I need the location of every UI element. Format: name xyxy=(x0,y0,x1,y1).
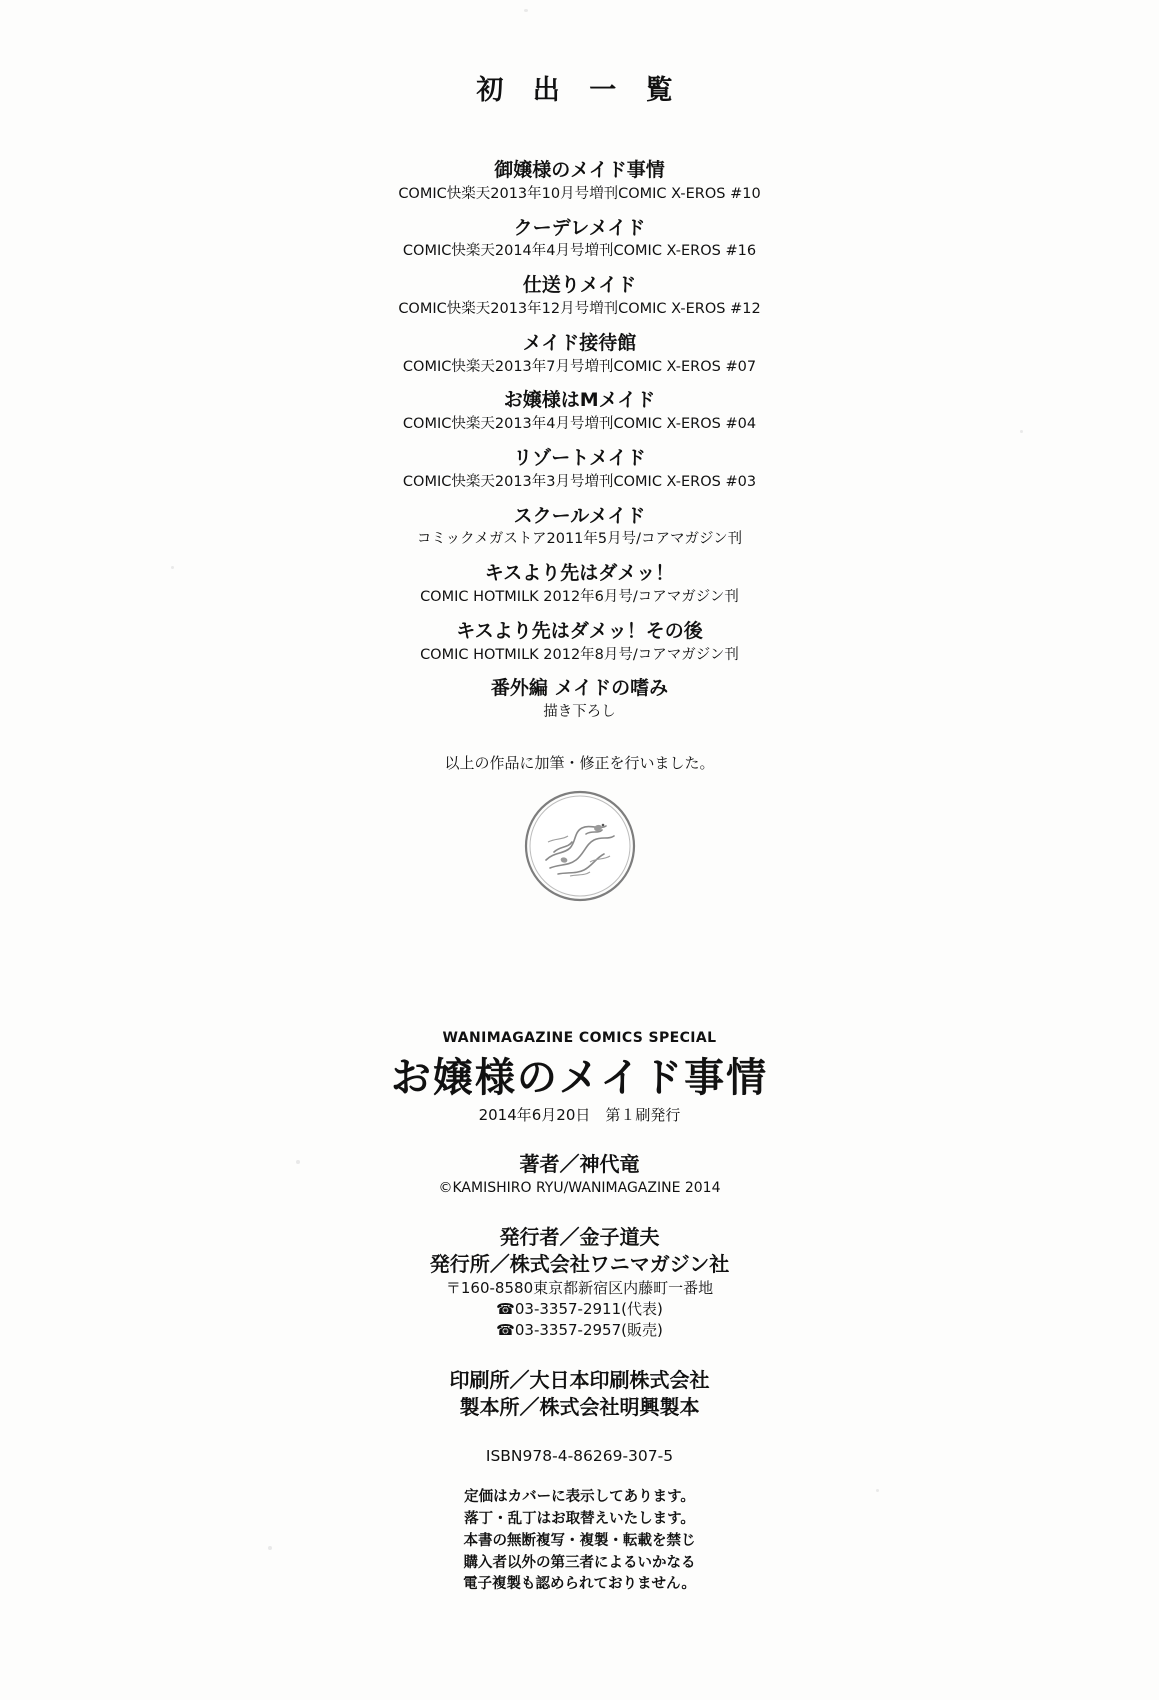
credit-source: COMIC快楽天2013年7月号増刊COMIC X-EROS #07 xyxy=(402,358,757,375)
credit-title: お嬢様はMメイド xyxy=(503,389,656,412)
publisher-seal-icon xyxy=(524,790,636,902)
publisher-address: 〒160-8580東京都新宿区内藤町一番地 xyxy=(445,1279,714,1298)
publisher-block xyxy=(0,1224,1159,1341)
publication-date: 2014年6月20日 第１刷発行 xyxy=(478,1106,681,1124)
production-block xyxy=(0,1367,1159,1421)
printer-line: 印刷所／大日本印刷株式会社 xyxy=(449,1368,710,1393)
credit-entry xyxy=(0,447,1159,492)
phone-main: ☎03-3357-2911(代表) xyxy=(496,1300,663,1319)
credit-title: キスより先はダメッ！ xyxy=(484,562,675,585)
legal-notice xyxy=(0,1487,1159,1596)
section-heading: 初 出 一 覧 xyxy=(476,75,683,106)
credit-title: 番外編 メイドの嗜み xyxy=(490,677,669,700)
credit-title: メイド接待館 xyxy=(522,331,637,354)
imprint-label: WANIMAGAZINE COMICS SPECIAL xyxy=(442,1030,717,1046)
credit-title: スクールメイド xyxy=(513,504,646,527)
credit-title: キスより先はダメッ！その後 xyxy=(456,619,703,642)
credit-entry xyxy=(0,677,1159,722)
credit-source: コミックメガストア2011年5月号/コアマガジン刊 xyxy=(416,531,743,548)
credit-source: COMIC快楽天2014年4月号増刊COMIC X-EROS #16 xyxy=(402,243,757,260)
publisher-person: 発行者／金子道夫 xyxy=(499,1225,660,1250)
credit-source: COMIC HOTMILK 2012年8月号/コアマガジン刊 xyxy=(420,646,739,663)
credit-entry xyxy=(0,562,1159,607)
credits-list xyxy=(0,159,1159,722)
credit-title: クーデレメイド xyxy=(513,216,646,239)
credit-entry xyxy=(0,505,1159,550)
legal-line: 定価はカバーに表示してあります。 xyxy=(464,1489,695,1506)
credit-source: 描き下ろし xyxy=(543,704,616,721)
author-line: 著者／神代竜 xyxy=(519,1152,640,1176)
credit-source: COMIC快楽天2013年10月号増刊COMIC X-EROS #10 xyxy=(398,185,761,202)
credit-title: 御嬢様のメイド事情 xyxy=(494,159,665,181)
legal-line: 購入者以外の第三者によるいかなる xyxy=(463,1554,696,1571)
credit-source: COMIC快楽天2013年3月号増刊COMIC X-EROS #03 xyxy=(402,473,757,490)
publisher-company: 発行所／株式会社ワニマガジン社 xyxy=(429,1252,730,1277)
credit-title: 仕送りメイド xyxy=(522,274,637,297)
legal-line: 本書の無断複写・複製・転載を禁じ xyxy=(463,1532,696,1549)
credit-source: COMIC HOTMILK 2012年6月号/コアマガジン刊 xyxy=(420,588,739,605)
first-appearance-section xyxy=(0,0,1159,773)
credit-source: COMIC快楽天2013年4月号増刊COMIC X-EROS #04 xyxy=(402,416,757,433)
credit-entry xyxy=(0,274,1159,319)
book-title: お嬢様のメイド事情 xyxy=(390,1055,769,1101)
credit-title: リゾートメイド xyxy=(513,446,646,469)
phone-sales: ☎03-3357-2957(販売) xyxy=(496,1321,663,1340)
author-block xyxy=(0,1151,1159,1198)
credit-entry xyxy=(0,159,1159,204)
binder-line: 製本所／株式会社明興製本 xyxy=(459,1395,700,1420)
isbn-number: ISBN978-4-86269-307-5 xyxy=(485,1447,674,1466)
credit-entry xyxy=(0,389,1159,434)
revision-note: 以上の作品に加筆・修正を行いました。 xyxy=(444,753,715,772)
colophon-block xyxy=(0,1030,1159,1596)
credit-entry xyxy=(0,217,1159,262)
legal-line: 電子複製も認められておりません。 xyxy=(463,1576,696,1593)
credit-entry xyxy=(0,332,1159,377)
legal-line: 落丁・乱丁はお取替えいたします。 xyxy=(464,1511,695,1528)
credit-source: COMIC快楽天2013年12月号増刊COMIC X-EROS #12 xyxy=(398,300,761,317)
copyright-line: ©KAMISHIRO RYU/WANIMAGAZINE 2014 xyxy=(438,1180,721,1196)
credit-entry xyxy=(0,620,1159,665)
